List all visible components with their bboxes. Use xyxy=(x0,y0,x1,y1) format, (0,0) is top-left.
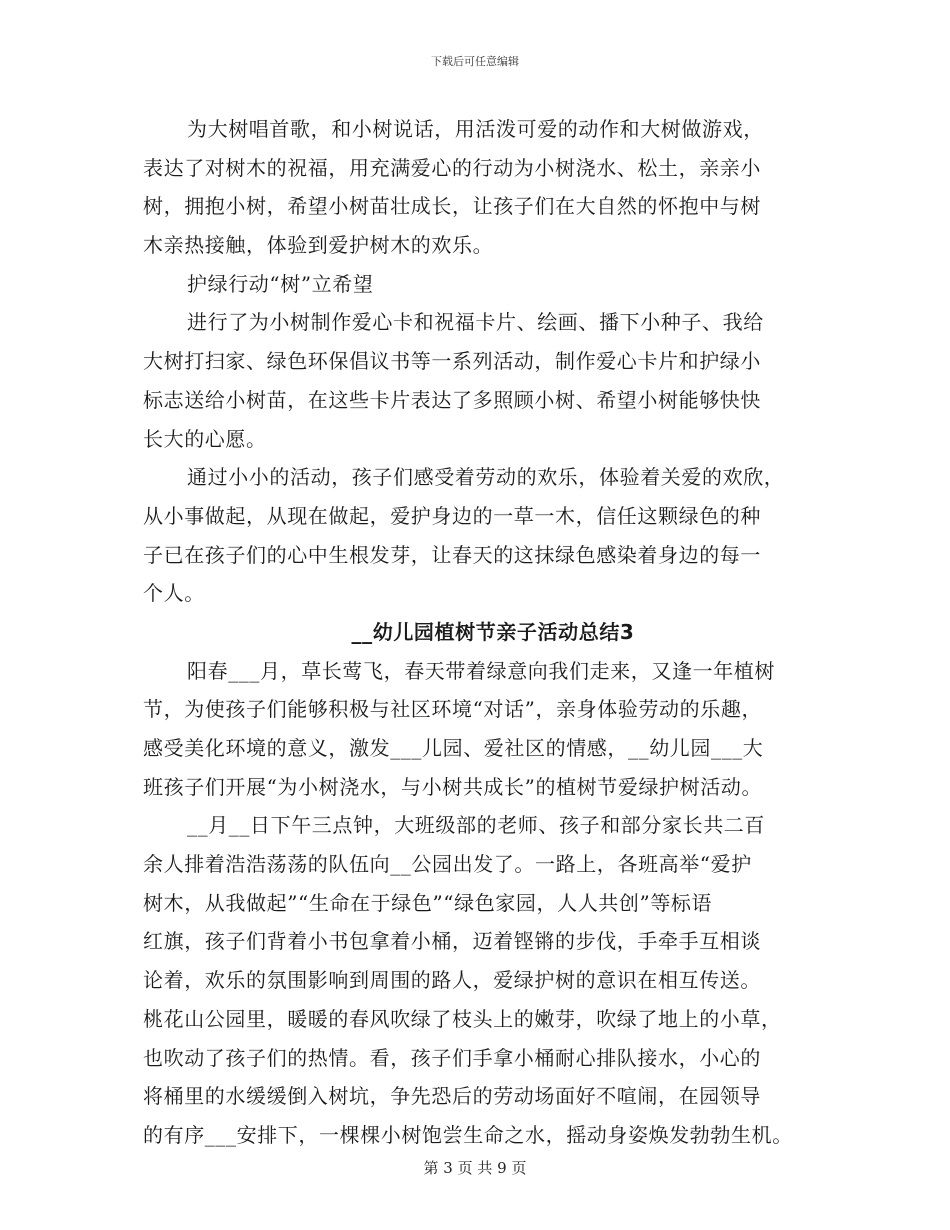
text-line: 论着，欢乐的氛围影响到周围的路人，爱绿护树的意识在相互传送。 xyxy=(143,968,761,993)
text-line: 节，为使孩子们能够积极与社区环境“对话”，亲身体验劳动的乐趣， xyxy=(143,697,763,722)
text-line: 为大树唱首歌，和小树说话，用活泼可爱的动作和大树做游戏， xyxy=(187,117,764,141)
text-line: 表达了对树木的祝福，用充满爱心的行动为小树浇水、松土，亲亲小 xyxy=(143,155,761,180)
text-line: 红旗，孩子们背着小书包拿着小桶，迈着铿锵的步伐，手牵手互相谈 xyxy=(143,929,761,954)
text-line: 的有序___安排下，一棵棵小树饱尝生命之水，摇动身姿焕发勃勃生机。 xyxy=(143,1122,793,1147)
text-line: __月__日下午三点钟，大班级部的老师、孩子和部分家长共二百 xyxy=(187,813,765,838)
text-line: 个人。 xyxy=(143,581,205,606)
text-line: 将桶里的水缓缓倒入树坑，争先恐后的劳动场面好不喧闹，在园领导 xyxy=(143,1084,761,1109)
text-line: 也吹动了孩子们的热情。看，孩子们手拿小桶耐心排队接水，小心的 xyxy=(143,1045,761,1070)
text-line: 标志送给小树苗，在这些卡片表达了多照顾小树、希望小树能够快快 xyxy=(143,387,761,412)
text-line: 子已在孩子们的心中生根发芽，让春天的这抹绿色感染着身边的每一 xyxy=(143,542,761,567)
text-line: 木亲热接触，体验到爱护树木的欢乐。 xyxy=(143,233,494,258)
text-line: 通过小小的活动，孩子们感受着劳动的欢乐，体验着关爱的欢欣， xyxy=(187,465,785,490)
section-subheading: 护绿行动“树”立希望 xyxy=(187,271,374,296)
document-body xyxy=(143,110,823,1155)
text-line: 桃花山公园里，暖暖的春风吹绿了枝头上的嫩芽，吹绿了地上的小草， xyxy=(143,1006,782,1031)
text-line: 余人排着浩浩荡荡的队伍向__公园出发了。一路上，各班高举“爱护 xyxy=(143,852,752,877)
page-header: 下载后可任意编辑 xyxy=(431,55,519,68)
section-heading: __幼儿园植树节亲子活动总结3 xyxy=(351,619,635,644)
text-line: 长大的心愿。 xyxy=(143,426,267,451)
text-line: 阳春___月，草长莺飞，春天带着绿意向我们走来，又逢一年植树 xyxy=(187,658,775,683)
text-line: 进行了为小树制作爱心卡和祝福卡片、绘画、播下小种子、我给 xyxy=(187,310,764,335)
text-line: 班孩子们开展“为小树浇水，与小树共成长”的植树节爱绿护树活动。 xyxy=(143,774,763,799)
text-line: 大树打扫家、绿色环保倡议书等一系列活动，制作爱心卡片和护绿小 xyxy=(143,349,761,374)
text-line: 树木，从我做起”“生命在于绿色”“绿色家园，人人共创”等标语 xyxy=(143,890,713,915)
text-line: 树，拥抱小树，希望小树苗壮成长，让孩子们在大自然的怀抱中与树 xyxy=(143,194,761,219)
text-line: 从小事做起，从现在做起，爱护身边的一草一木，信任这颗绿色的种 xyxy=(143,503,761,528)
page-number: 第 3 页 共 9 页 xyxy=(423,1159,527,1177)
text-line: 感受美化环境的意义，激发___儿园、爱社区的情感，__幼儿园___大 xyxy=(143,736,764,760)
